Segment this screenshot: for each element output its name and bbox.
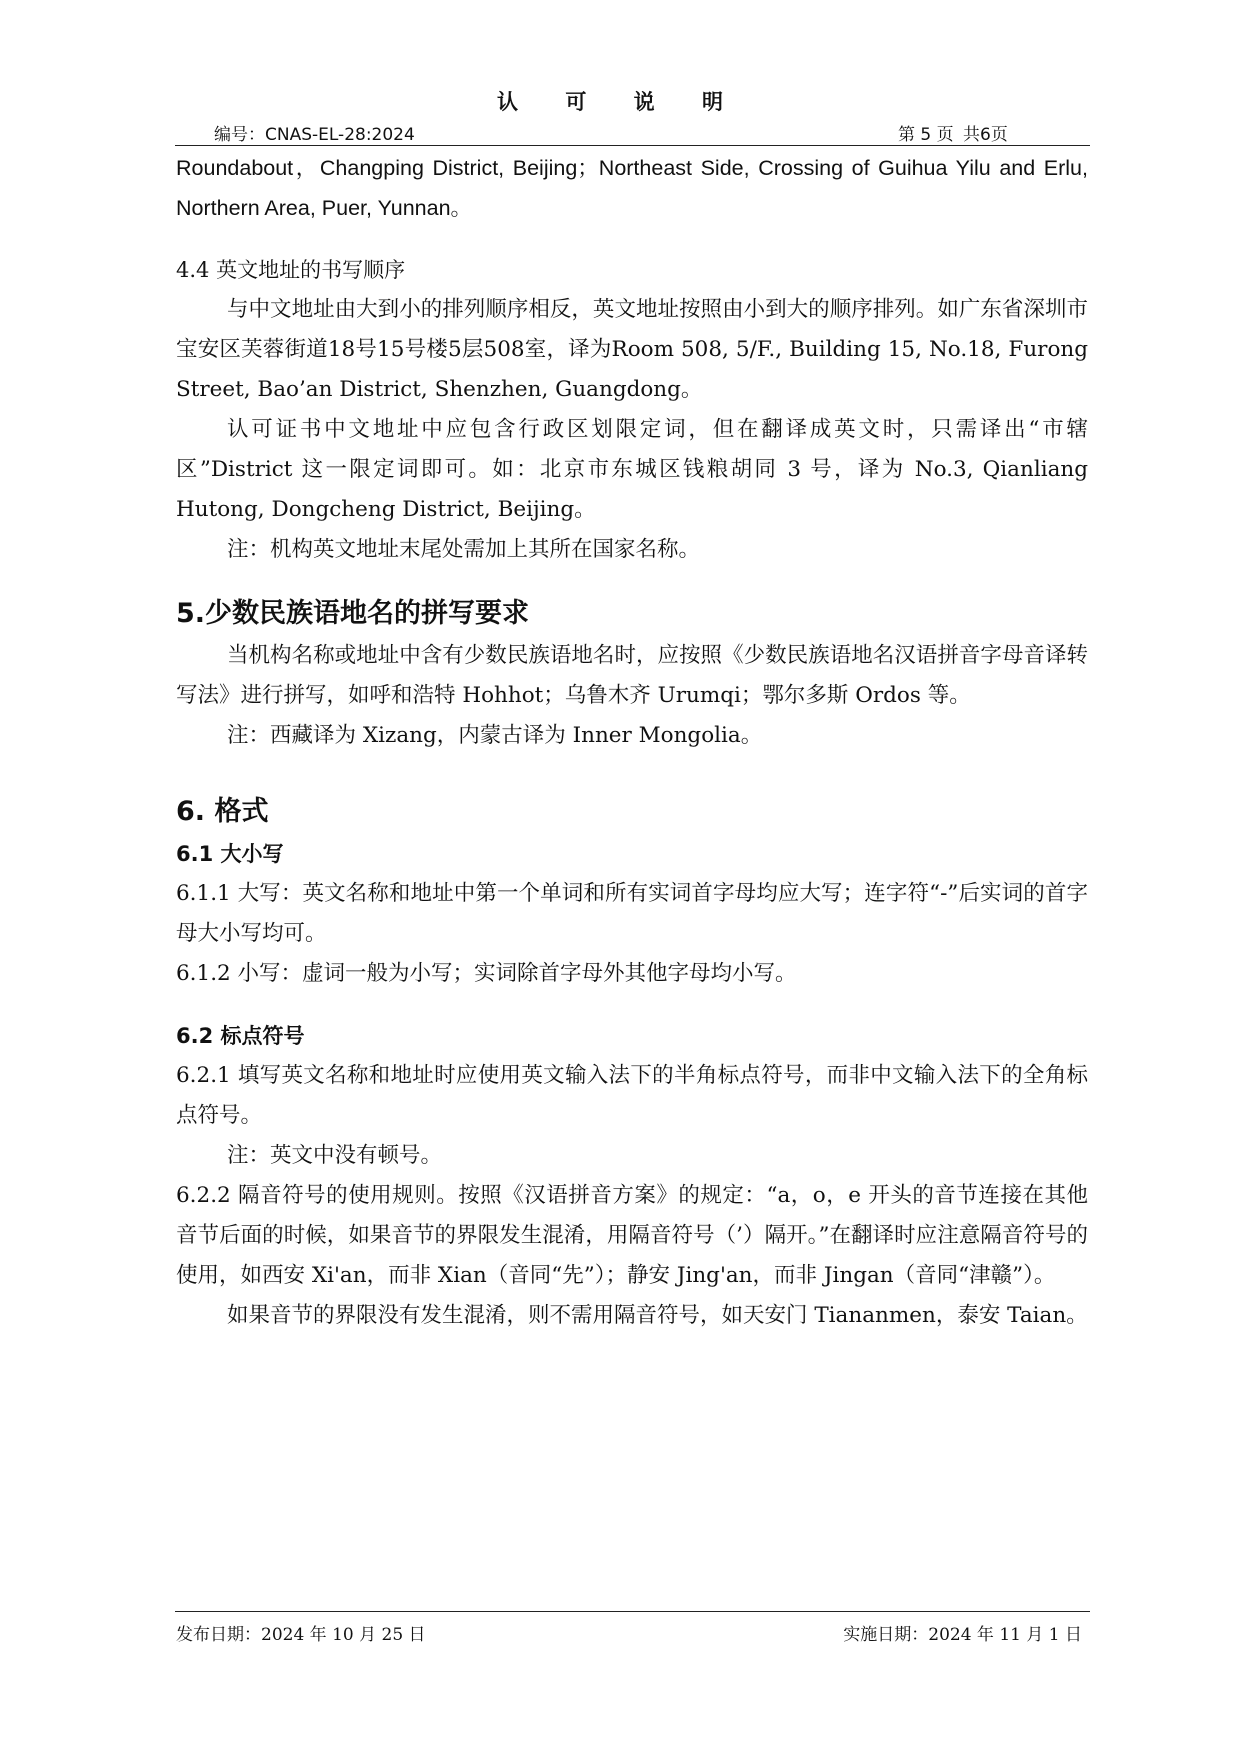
document-code: 编号：CNAS-EL-28:2024 — [214, 125, 415, 145]
issue-date: 发布日期：2024 年 10 月 25 日 — [176, 1625, 426, 1645]
page-number: 第 5 页 — [898, 125, 954, 145]
paragraph-6-1-1: 6.1.1 大写：英文名称和地址中第一个单词和所有实词首字母均应大写；连字符“-”后实词的首字母大小写均可。 — [176, 881, 1088, 946]
effective-date: 实施日期：2024 年 11 月 1 日 — [843, 1625, 1082, 1645]
paragraph-6-2-1: 6.2.1 填写英文名称和地址时应使用英文输入法下的半角标点符号，而非中文输入法下的全角标点符号。 — [176, 1063, 1088, 1128]
paragraph-continued: Roundabout，Changping District, Beijing；Northeast Side, Crossing of Guihua Yilu and Erlu, Northern Area, Puer, Yunnan。 — [176, 156, 1088, 220]
heading-6: 6. 格式 — [176, 796, 269, 827]
document-title: 认 可 说 明 — [497, 90, 743, 114]
paragraph-5-a: 当机构名称或地址中含有少数民族语地名时，应按照《少数民族语地名汉语拼音字母音译转写法》进行拼写，如呼和浩特 Hohhot；乌鲁木齐 Urumqi；鄂尔多斯 Ordos 等。 — [176, 643, 1088, 708]
paragraph-4-4-b: 认可证书中文地址中应包含行政区划限定词，但在翻译成英文时，只需译出“市辖区”District 这一限定词即可。如：北京市东城区钱粮胡同 3 号，译为 No.3, Qianliang Hutong, Dongcheng District, Beijing。 — [176, 417, 1088, 522]
heading-6-2: 6.2 标点符号 — [176, 1024, 305, 1048]
note-4-4: 注：机构英文地址末尾处需加上其所在国家名称。 — [227, 537, 701, 562]
heading-6-1: 6.1 大小写 — [176, 842, 284, 866]
note-6-2-1: 注：英文中没有顿号。 — [227, 1143, 443, 1168]
heading-5: 5.少数民族语地名的拼写要求 — [176, 598, 530, 629]
header-divider — [175, 145, 1090, 146]
paragraph-6-2-2-b: 如果音节的界限没有发生混淆，则不需用隔音符号，如天安门 Tiananmen，泰安 Taian。 — [227, 1303, 1088, 1328]
paragraph-6-1-2: 6.1.2 小写：虚词一般为小写；实词除首字母外其他字母均小写。 — [176, 961, 797, 986]
document-body — [176, 148, 1088, 1336]
page-indicator — [898, 120, 1012, 145]
paragraph-4-4-a: 与中文地址由大到小的排列顺序相反，英文地址按照由小到大的顺序排列。如广东省深圳市宝安区芙蓉街道18号15号楼5层508室，译为Room 508, 5/F., Building 15, No.18, Furong Street, Bao’an District, Shenzhen, Guangdong。 — [176, 297, 1088, 402]
note-5: 注：西藏译为 Xizang，内蒙古译为 Inner Mongolia。 — [227, 723, 763, 748]
page-total: 共6页 — [963, 125, 1008, 145]
footer-divider — [175, 1611, 1090, 1612]
heading-4-4: 4.4 英文地址的书写顺序 — [176, 258, 406, 282]
paragraph-6-2-2: 6.2.2 隔音符号的使用规则。按照《汉语拼音方案》的规定：“a，o，e 开头的音节连接在其他音节后面的时候，如果音节的界限发生混淆，用隔音符号（’）隔开。”在翻译时应注意隔音符号的使用，如西安 Xi'an，而非 Xian（音同“先”）；静安 Jing'an，而非 Jingan（音同“津赣”）。 — [176, 1183, 1088, 1288]
